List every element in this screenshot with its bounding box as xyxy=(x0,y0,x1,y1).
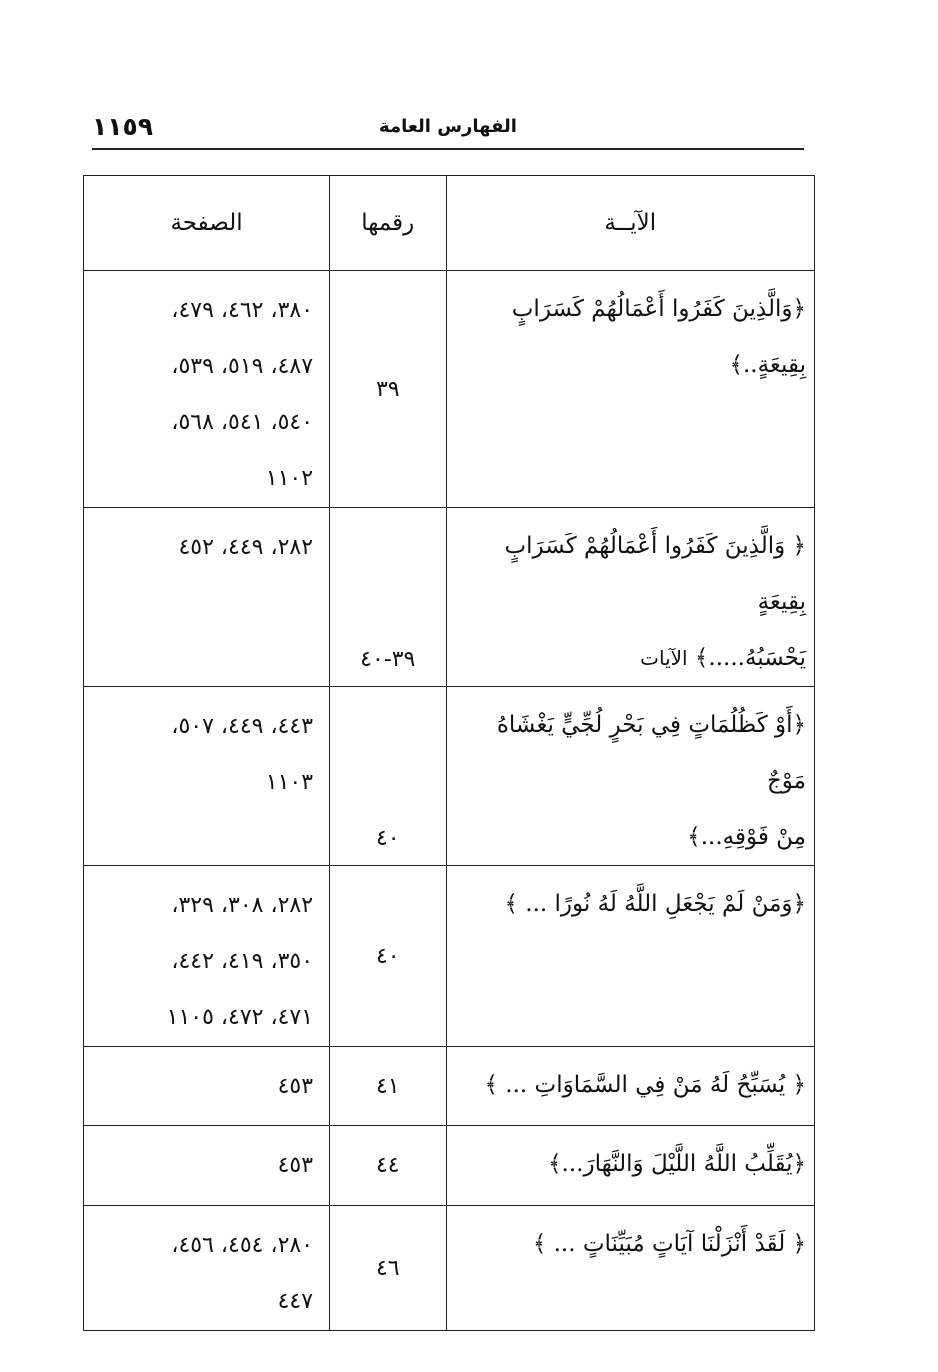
verse-text: مِنْ فَوْقِهِ...﴾ xyxy=(687,824,806,850)
table-header-row xyxy=(84,176,815,271)
verse-text: ﴿وَالَّذِينَ كَفَرُوا أَعْمَالُهُمْ كَسَرَابٍ بِقِيعَةٍ..﴾ xyxy=(511,296,806,378)
verse-text: يَحْسَبُهُ.....﴾ xyxy=(694,645,806,671)
column-header-verse: الآيــة xyxy=(446,176,815,271)
verse-text: ﴿أَوْ كَظُلُمَاتٍ فِي بَحْرٍ لُجِّيٍّ يَغْشَاهُ مَوْجٌ xyxy=(496,712,806,794)
verse-text: ﴿وَمَنْ لَمْ يَجْعَلِ اللَّهُ لَهُ نُورًا ... ﴾ xyxy=(504,891,806,917)
table-row xyxy=(84,1126,815,1206)
page-refs: ٢٨٠، ٤٥٤، ٤٥٦، xyxy=(171,1233,314,1258)
page-header xyxy=(92,112,804,150)
verse-number: ٤٦ xyxy=(330,1206,446,1331)
table-row xyxy=(84,1047,815,1126)
page-refs: ١١٠٢ xyxy=(265,466,314,491)
page-refs: ٥٤٠، ٥٤١، ٥٦٨، xyxy=(171,410,314,435)
verse-number: ٤٤ xyxy=(330,1126,446,1206)
table-row xyxy=(84,271,815,508)
page-refs: ٣٨٠، ٤٦٢، ٤٧٩، xyxy=(171,298,314,323)
verse-text: ﴿ لَقَدْ أَنْزَلْنَا آيَاتٍ مُبَيِّنَاتٍ ... ﴾ xyxy=(532,1231,806,1257)
page-refs: ٤٧١، ٤٧٢، ١١٠٥ xyxy=(166,1005,314,1030)
page-refs: ٤٥٣ xyxy=(277,1153,314,1178)
page-refs: ١١٠٣ xyxy=(265,770,314,795)
pages-cell xyxy=(84,508,330,687)
verse-cell xyxy=(446,1047,815,1126)
page-number: ١١٥٩ xyxy=(92,112,154,141)
verse-number: ٤٠ xyxy=(330,866,446,1047)
pages-cell xyxy=(84,687,330,866)
verse-cell xyxy=(446,271,815,508)
verse-suffix: الآيات xyxy=(640,646,688,670)
column-header-pages: الصفحة xyxy=(84,176,330,271)
page-refs: ٤٨٧، ٥١٩، ٥٣٩، xyxy=(171,354,314,379)
verse-text: ﴿ يُسَبِّحُ لَهُ مَنْ فِي السَّمَاوَاتِ ... ﴾ xyxy=(484,1072,806,1098)
pages-cell xyxy=(84,1206,330,1331)
page-refs: ٢٨٢، ٤٤٩، ٤٥٢ xyxy=(178,535,314,560)
column-header-number: رقمها xyxy=(330,176,446,271)
page-refs: ٣٥٠، ٤١٩، ٤٤٢، xyxy=(171,949,314,974)
page-refs: ٤٥٣ xyxy=(277,1074,314,1099)
page-refs: ٤٤٧ xyxy=(277,1289,314,1314)
table-row xyxy=(84,866,815,1047)
verse-text: ﴿يُقَلِّبُ اللَّهُ اللَّيْلَ وَالنَّهَارَ...﴾ xyxy=(548,1151,806,1177)
page-refs: ٢٨٢، ٣٠٨، ٣٢٩، xyxy=(171,893,314,918)
verse-cell xyxy=(446,687,815,866)
verse-cell xyxy=(446,1206,815,1331)
verse-text-line-2 xyxy=(455,630,807,686)
pages-cell xyxy=(84,866,330,1047)
verse-cell xyxy=(446,866,815,1047)
page-refs: ٤٤٣، ٤٤٩، ٥٠٧، xyxy=(171,714,314,739)
running-title: الفهارس العامة xyxy=(379,116,517,137)
table-row xyxy=(84,1206,815,1331)
table-row xyxy=(84,508,815,687)
verse-number: ٣٩-٤٠ xyxy=(330,508,446,687)
verse-cell xyxy=(446,508,815,687)
verse-index-table xyxy=(83,175,815,1331)
verse-number: ٤١ xyxy=(330,1047,446,1126)
pages-cell xyxy=(84,1047,330,1126)
verse-text: ﴿ وَالَّذِينَ كَفَرُوا أَعْمَالُهُمْ كَسَرَابٍ بِقِيعَةٍ xyxy=(504,533,806,615)
table-row xyxy=(84,687,815,866)
pages-cell xyxy=(84,271,330,508)
pages-cell xyxy=(84,1126,330,1206)
verse-number: ٤٠ xyxy=(330,687,446,866)
verse-number: ٣٩ xyxy=(330,271,446,508)
verse-cell xyxy=(446,1126,815,1206)
